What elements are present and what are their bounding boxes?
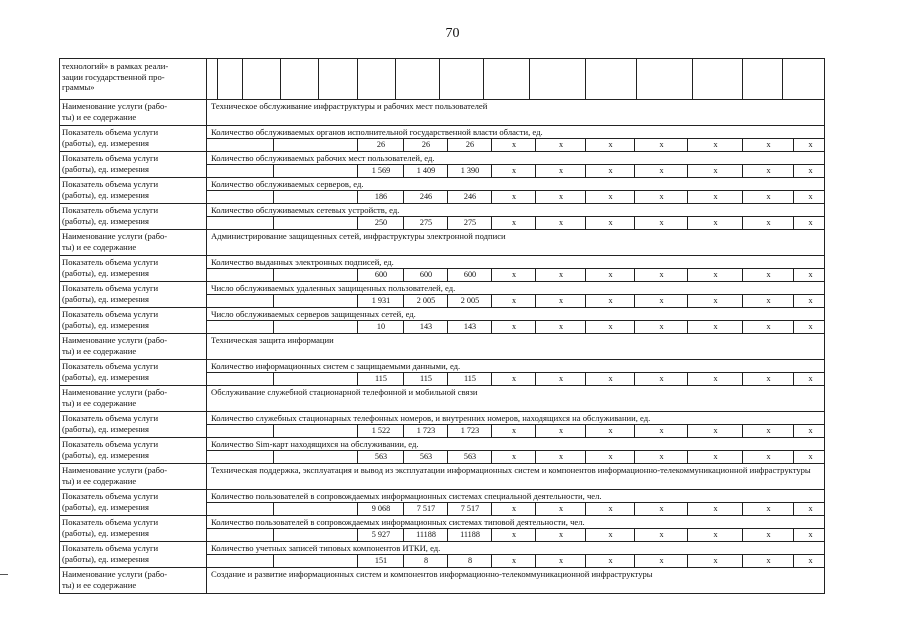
value-cells	[206, 502, 824, 515]
value-cell: х	[491, 269, 536, 281]
indicator-name: Число обслуживаемых удаленных защищенных пользователей, ед.	[211, 283, 456, 293]
value-cell: х	[491, 555, 536, 567]
indicator-label: Показатель объема услуги (работы), ед. измерения	[62, 361, 159, 382]
indicator-row	[59, 360, 825, 386]
service-label: Наименование услуги (рабо- ты) и ее содержание	[62, 231, 168, 252]
value-cell: х	[491, 165, 536, 177]
value-cell	[206, 217, 274, 229]
value-cells	[206, 164, 824, 177]
value-cell: 11188	[403, 529, 448, 541]
value-cell	[206, 555, 274, 567]
value-cell: 563	[403, 451, 448, 463]
value-cell: х	[535, 295, 586, 307]
indicator-row	[59, 542, 825, 568]
indicator-label: Показатель объема услуги (работы), ед. измерения	[62, 543, 159, 564]
value-cell: 563	[447, 451, 492, 463]
value-cell: х	[742, 503, 794, 515]
value-cell: 1 723	[447, 425, 492, 437]
value-cell: х	[491, 191, 536, 203]
service-name: Создание и развитие информационных систем и компонентов информационно-телекоммуникационной инфраструктуры	[211, 569, 653, 579]
value-cell: х	[742, 425, 794, 437]
value-cell	[206, 139, 274, 151]
indicator-label: Показатель объема услуги (работы), ед. измерения	[62, 153, 159, 174]
service-row	[59, 230, 825, 256]
header-cell-divider	[636, 59, 637, 99]
header-cell-divider	[395, 59, 396, 99]
service-row	[59, 334, 825, 360]
value-cell: х	[634, 425, 688, 437]
value-cell: х	[535, 555, 586, 567]
indicator-name: Количество информационных систем с защищаемыми данными, ед.	[211, 361, 461, 371]
value-cell: х	[634, 191, 688, 203]
header-cell-divider	[280, 59, 281, 99]
value-cell: х	[687, 295, 743, 307]
value-cell: х	[742, 191, 794, 203]
indicator-name: Число обслуживаемых серверов защищенных сетей, ед.	[211, 309, 416, 319]
value-cell: 600	[447, 269, 492, 281]
header-cell-divider	[206, 59, 207, 99]
header-cell-divider	[483, 59, 484, 99]
indicator-row	[59, 204, 825, 230]
indicator-row	[59, 490, 825, 516]
service-label: Наименование услуги (рабо- ты) и ее содержание	[62, 101, 168, 122]
service-label: Наименование услуги (рабо- ты) и ее содержание	[62, 387, 168, 408]
value-cell: х	[687, 165, 743, 177]
value-cell: х	[535, 191, 586, 203]
value-cell	[206, 321, 274, 333]
value-cell: 1 723	[403, 425, 448, 437]
value-cell: 600	[403, 269, 448, 281]
value-cell	[273, 555, 358, 567]
value-cell: х	[634, 555, 688, 567]
value-cell: х	[491, 451, 536, 463]
value-cells	[206, 372, 824, 385]
indicator-label: Показатель объема услуги (работы), ед. измерения	[62, 205, 159, 226]
value-cell	[273, 217, 358, 229]
value-cell: 1 522	[357, 425, 404, 437]
value-cell: 5 927	[357, 529, 404, 541]
indicator-row	[59, 516, 825, 542]
value-cells	[206, 424, 824, 437]
value-cell: х	[687, 451, 743, 463]
indicator-name: Количество пользователей в сопровождаемых информационных системах типовой деятельности, чел.	[211, 517, 585, 527]
value-cell: 600	[357, 269, 404, 281]
service-row	[59, 100, 825, 126]
value-cell: х	[793, 295, 827, 307]
service-name: Обслуживание служебной стационарной телефонной и мобильной связи	[211, 387, 478, 397]
indicator-label: Показатель объема услуги (работы), ед. измерения	[62, 517, 159, 538]
value-cell: 7 517	[403, 503, 448, 515]
value-cell: х	[634, 295, 688, 307]
indicator-name: Количество обслуживаемых сетевых устройств, ед.	[211, 205, 400, 215]
value-cell: х	[585, 295, 635, 307]
value-cell: х	[687, 321, 743, 333]
value-cell: 1 390	[447, 165, 492, 177]
header-cell-divider	[782, 59, 783, 99]
value-cell: 115	[357, 373, 404, 385]
page-number: 70	[445, 26, 460, 41]
value-cell: х	[535, 503, 586, 515]
value-cell	[273, 165, 358, 177]
value-cell	[273, 451, 358, 463]
indicator-name: Количество учетных записей типовых компонентов ИТКИ, ед.	[211, 543, 441, 553]
program-name-fragment: технологий» в рамках реали- зации государственной про- граммы»	[62, 61, 169, 93]
value-cell: х	[742, 217, 794, 229]
value-cell	[206, 373, 274, 385]
service-name: Техническое обслуживание инфраструктуры и рабочих мест пользователей	[211, 101, 488, 111]
indicator-label: Показатель объема услуги (работы), ед. измерения	[62, 413, 159, 434]
value-cell: х	[742, 295, 794, 307]
value-cell	[206, 165, 274, 177]
value-cell: 26	[447, 139, 492, 151]
table-continuation-row	[59, 58, 825, 100]
value-cell	[273, 295, 358, 307]
value-cell: х	[535, 451, 586, 463]
service-name: Техническая защита информации	[211, 335, 334, 345]
value-cell: х	[793, 269, 827, 281]
value-cell: х	[585, 373, 635, 385]
indicator-name: Количество выданных электронных подписей, ед.	[211, 257, 394, 267]
service-label: Наименование услуги (рабо- ты) и ее содержание	[62, 569, 168, 590]
value-cell: х	[491, 529, 536, 541]
value-cell: х	[535, 529, 586, 541]
value-cells	[206, 216, 824, 229]
value-cell: 186	[357, 191, 404, 203]
value-cell: 1 931	[357, 295, 404, 307]
value-cell: 275	[403, 217, 448, 229]
column-divider	[206, 100, 207, 125]
value-cell: 9 068	[357, 503, 404, 515]
value-cell: х	[491, 373, 536, 385]
value-cell: 8	[447, 555, 492, 567]
value-cell: х	[585, 321, 635, 333]
value-cell: х	[793, 217, 827, 229]
service-name: Техническая поддержка, эксплуатация и вывод из эксплуатации информационных систем и компонентов информационно-телекоммуникационной инфраструктуры	[211, 465, 811, 475]
value-cell: х	[535, 139, 586, 151]
value-cell: х	[634, 139, 688, 151]
value-cell: х	[742, 139, 794, 151]
value-cell: 26	[357, 139, 404, 151]
value-cell: х	[793, 425, 827, 437]
value-cell: х	[585, 165, 635, 177]
indicator-label: Показатель объема услуги (работы), ед. измерения	[62, 439, 159, 460]
value-cells	[206, 268, 824, 281]
service-row	[59, 568, 825, 594]
header-cell-divider	[692, 59, 693, 99]
value-cell: х	[491, 295, 536, 307]
value-cell: х	[585, 425, 635, 437]
service-name: Администрирование защищенных сетей, инфраструктуры электронной подписи	[211, 231, 506, 241]
value-cell: х	[687, 529, 743, 541]
value-cell: 115	[403, 373, 448, 385]
value-cell: 8	[403, 555, 448, 567]
column-divider	[206, 230, 207, 255]
indicator-label: Показатель объема услуги (работы), ед. измерения	[62, 179, 159, 200]
value-cell	[273, 269, 358, 281]
service-row	[59, 386, 825, 412]
value-cell: х	[634, 269, 688, 281]
indicator-name: Количество обслуживаемых серверов, ед.	[211, 179, 364, 189]
value-cell: 1 409	[403, 165, 448, 177]
header-cell-divider	[439, 59, 440, 99]
header-cell-divider	[357, 59, 358, 99]
indicator-label: Показатель объема услуги (работы), ед. измерения	[62, 257, 159, 278]
value-cells	[206, 190, 824, 203]
value-cell: х	[491, 321, 536, 333]
value-cell	[206, 295, 274, 307]
value-cell: х	[793, 139, 827, 151]
margin-mark	[0, 574, 8, 575]
value-cells	[206, 450, 824, 463]
value-cell: х	[742, 269, 794, 281]
value-cells	[206, 320, 824, 333]
value-cell: 250	[357, 217, 404, 229]
value-cell: 115	[447, 373, 492, 385]
value-cell: 143	[447, 321, 492, 333]
value-cells	[206, 528, 824, 541]
value-cell: х	[634, 451, 688, 463]
indicator-label: Показатель объема услуги (работы), ед. измерения	[62, 309, 159, 330]
value-cell: х	[793, 503, 827, 515]
indicator-name: Количество Sim-карт находящихся на обслуживании, ед.	[211, 439, 419, 449]
value-cell: 2 005	[403, 295, 448, 307]
service-row	[59, 464, 825, 490]
indicator-name: Количество обслуживаемых органов исполнительной государственной власти области, ед.	[211, 127, 543, 137]
value-cell: х	[793, 191, 827, 203]
value-cell: х	[687, 555, 743, 567]
value-cell: х	[793, 321, 827, 333]
indicator-row	[59, 412, 825, 438]
service-label: Наименование услуги (рабо- ты) и ее содержание	[62, 465, 168, 486]
value-cell: 7 517	[447, 503, 492, 515]
indicator-row	[59, 256, 825, 282]
value-cell	[273, 139, 358, 151]
indicator-label: Показатель объема услуги (работы), ед. измерения	[62, 127, 159, 148]
value-cell: х	[585, 191, 635, 203]
value-cell: х	[687, 191, 743, 203]
value-cell: х	[634, 529, 688, 541]
value-cell: х	[491, 139, 536, 151]
value-cell: 10	[357, 321, 404, 333]
value-cell	[273, 321, 358, 333]
value-cell: х	[585, 269, 635, 281]
value-cell	[206, 269, 274, 281]
services-table	[59, 58, 825, 596]
value-cell	[273, 373, 358, 385]
value-cell: 143	[403, 321, 448, 333]
value-cell: х	[585, 451, 635, 463]
value-cell: х	[687, 373, 743, 385]
value-cell: х	[793, 165, 827, 177]
value-cell: х	[585, 555, 635, 567]
indicator-label: Показатель объема услуги (работы), ед. измерения	[62, 283, 159, 304]
indicator-row	[59, 126, 825, 152]
value-cell: х	[634, 165, 688, 177]
value-cell: х	[585, 503, 635, 515]
value-cell	[273, 529, 358, 541]
header-cell-divider	[529, 59, 530, 99]
indicator-row	[59, 152, 825, 178]
indicator-row	[59, 308, 825, 334]
value-cell: х	[535, 269, 586, 281]
value-cell: х	[742, 373, 794, 385]
value-cell: х	[742, 529, 794, 541]
value-cell: х	[793, 373, 827, 385]
value-cell	[273, 191, 358, 203]
value-cell: 2 005	[447, 295, 492, 307]
header-cell-divider	[242, 59, 243, 99]
value-cell: х	[634, 373, 688, 385]
value-cell: х	[793, 555, 827, 567]
value-cell: х	[491, 217, 536, 229]
indicator-row	[59, 178, 825, 204]
indicator-row	[59, 282, 825, 308]
value-cell: х	[742, 555, 794, 567]
value-cell: х	[687, 217, 743, 229]
service-label: Наименование услуги (рабо- ты) и ее содержание	[62, 335, 168, 356]
value-cell: х	[687, 269, 743, 281]
indicator-name: Количество пользователей в сопровождаемых информационных системах специальной деятельности, чел.	[211, 491, 602, 501]
indicator-name: Количество служебных стационарных телефонных номеров, и внутренних номеров, находящихся на обслуживании, ед.	[211, 413, 651, 423]
value-cell: х	[687, 139, 743, 151]
value-cell: х	[491, 503, 536, 515]
value-cells	[206, 138, 824, 151]
value-cell	[273, 425, 358, 437]
value-cell: х	[491, 425, 536, 437]
value-cell: 151	[357, 555, 404, 567]
value-cell: х	[742, 321, 794, 333]
value-cell: х	[634, 217, 688, 229]
header-cell-divider	[742, 59, 743, 99]
value-cell: х	[687, 503, 743, 515]
value-cell: 246	[403, 191, 448, 203]
indicator-label: Показатель объема услуги (работы), ед. измерения	[62, 491, 159, 512]
indicator-name: Количество обслуживаемых рабочих мест пользователей, ед.	[211, 153, 435, 163]
value-cell	[206, 529, 274, 541]
value-cells	[206, 294, 824, 307]
value-cell: х	[793, 529, 827, 541]
value-cell: х	[634, 503, 688, 515]
value-cell	[206, 451, 274, 463]
value-cell: 26	[403, 139, 448, 151]
value-cell: 275	[447, 217, 492, 229]
column-divider	[206, 464, 207, 489]
column-divider	[206, 386, 207, 411]
header-cell-divider	[585, 59, 586, 99]
value-cell: х	[793, 451, 827, 463]
value-cell: 246	[447, 191, 492, 203]
column-divider	[206, 334, 207, 359]
value-cell	[273, 503, 358, 515]
value-cell: 11188	[447, 529, 492, 541]
value-cell: х	[634, 321, 688, 333]
value-cell: х	[585, 529, 635, 541]
column-divider	[206, 568, 207, 593]
value-cell: х	[742, 451, 794, 463]
value-cell: х	[687, 425, 743, 437]
header-cell-divider	[318, 59, 319, 99]
value-cells	[206, 554, 824, 567]
value-cell: х	[535, 373, 586, 385]
value-cell: х	[585, 217, 635, 229]
indicator-row	[59, 438, 825, 464]
value-cell: х	[535, 217, 586, 229]
header-cell-divider	[217, 59, 218, 99]
value-cell	[206, 503, 274, 515]
value-cell: х	[742, 165, 794, 177]
value-cell: х	[535, 165, 586, 177]
value-cell	[206, 191, 274, 203]
value-cell	[206, 425, 274, 437]
value-cell: х	[535, 425, 586, 437]
value-cell: х	[535, 321, 586, 333]
value-cell: 563	[357, 451, 404, 463]
value-cell: х	[585, 139, 635, 151]
value-cell: 1 569	[357, 165, 404, 177]
